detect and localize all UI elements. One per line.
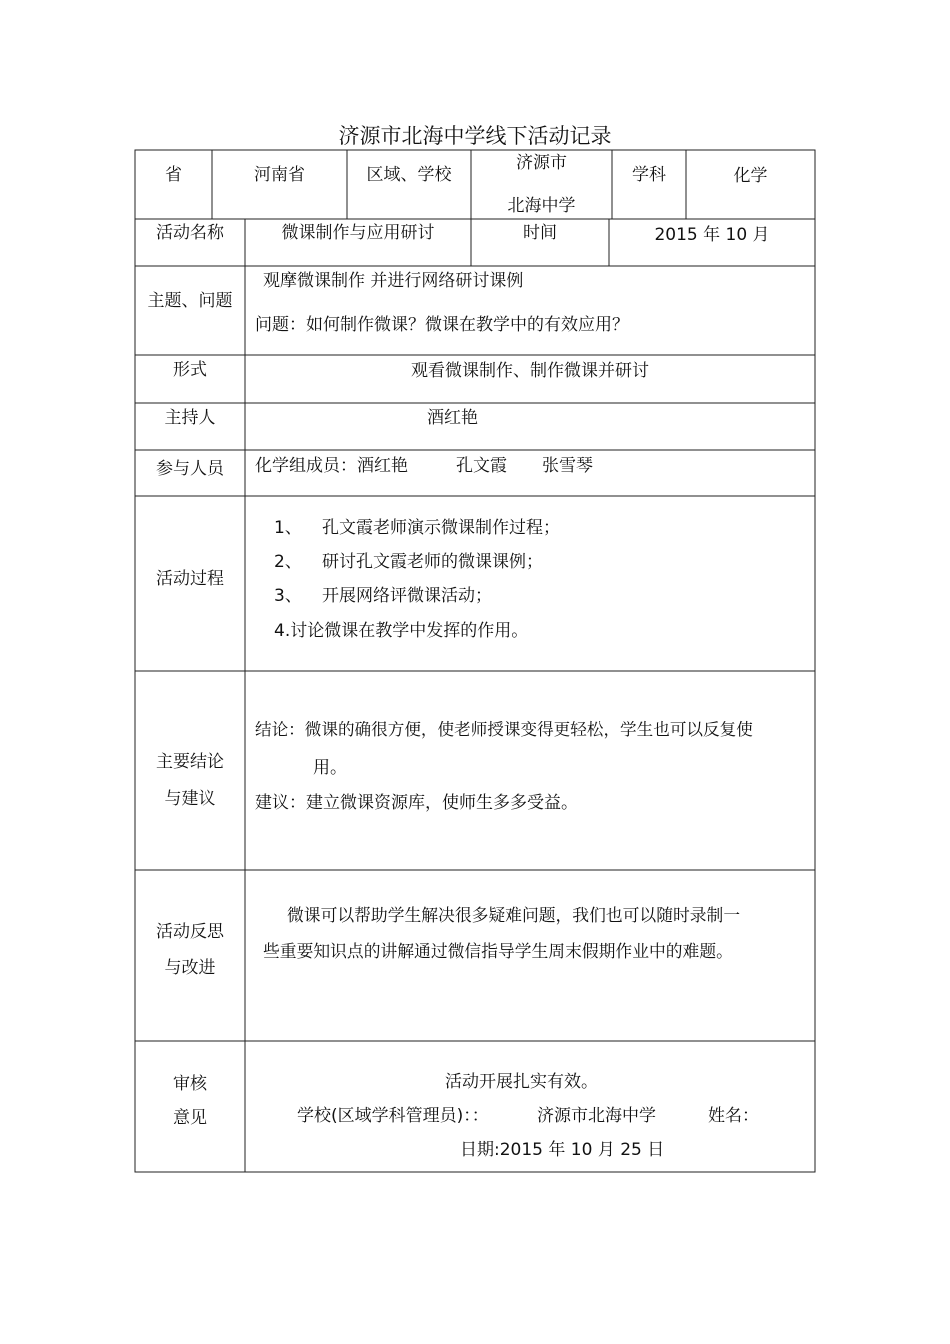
conclusion-label-line1: 主要结论 (156, 752, 224, 772)
review-school-value: 济源市北海中学 (537, 1106, 656, 1126)
reflection-label-line2: 与改进 (164, 958, 216, 978)
host-value: 酒红艳 (427, 408, 478, 428)
review-label-line2: 意见 (173, 1108, 207, 1128)
process-item-text: 开展网络评微课活动； (322, 586, 492, 606)
province-label: 省 (165, 165, 182, 185)
review-date: 日期:2015 年 10 月 25 日 (460, 1140, 665, 1160)
review-name-label: 姓名： (708, 1106, 759, 1126)
form-value: 观看微课制作、制作微课并研讨 (411, 361, 649, 381)
activity-name-label: 活动名称 (156, 223, 224, 243)
participants-label: 参与人员 (156, 459, 224, 479)
participant-name: 孔文霞 (456, 456, 507, 476)
host-label: 主持人 (164, 408, 216, 428)
conclusion-label-line2: 与建议 (164, 789, 216, 809)
process-item-num: 1、 (274, 518, 302, 538)
reflection-label-line1: 活动反思 (156, 922, 224, 942)
time-value: 2015 年 10 月 (654, 225, 770, 245)
theme-line1: 观摩微课制作 并进行网络研讨课例 (263, 271, 524, 291)
suggestion-line: 建议：建立微课资源库，使师生多多受益。 (255, 793, 578, 813)
process-item-num: 3、 (274, 586, 302, 606)
subject-value: 化学 (733, 166, 768, 186)
process-item-text: 孔文霞老师演示微课制作过程； (322, 518, 560, 538)
reflection-line2: 些重要知识点的讲解通过微信指导学生周末假期作业中的难题。 (263, 941, 733, 961)
review-opinion: 活动开展扎实有效。 (445, 1072, 598, 1092)
subject-label: 学科 (632, 165, 666, 185)
participants-prefix: 化学组成员：酒红艳 (255, 456, 408, 476)
school-line1: 济源市 (516, 153, 567, 173)
theme-label: 主题、问题 (147, 291, 233, 311)
process-item-num: 2、 (274, 552, 302, 572)
reflection-line1: 微课可以帮助学生解决很多疑难问题，我们也可以随时录制一 (287, 905, 741, 925)
theme-line2: 问题：如何制作微课？微课在教学中的有效应用？ (255, 315, 629, 335)
region-label: 区域、学校 (366, 165, 452, 185)
form-label: 形式 (173, 360, 207, 380)
activity-name-value: 微课制作与应用研讨 (281, 223, 435, 243)
process-label: 活动过程 (156, 569, 224, 589)
school-line2: 北海中学 (507, 196, 576, 216)
participant-name: 张雪琴 (542, 456, 593, 476)
review-label-line1: 审核 (173, 1074, 207, 1094)
review-school-label: 学校(区域学科管理员)：： (297, 1106, 489, 1126)
process-item-text: 研讨孔文霞老师的微课课例； (322, 552, 543, 572)
province-value: 河南省 (254, 165, 305, 185)
page-title: 济源市北海中学线下活动记录 (338, 124, 612, 148)
conclusion-line1: 结论：微课的确很方便，使老师授课变得更轻松，学生也可以反复使 (255, 720, 753, 739)
time-label: 时间 (523, 223, 557, 243)
conclusion-line2: 用。 (313, 758, 347, 778)
process-item-text: 4.讨论微课在教学中发挥的作用。 (274, 621, 529, 641)
